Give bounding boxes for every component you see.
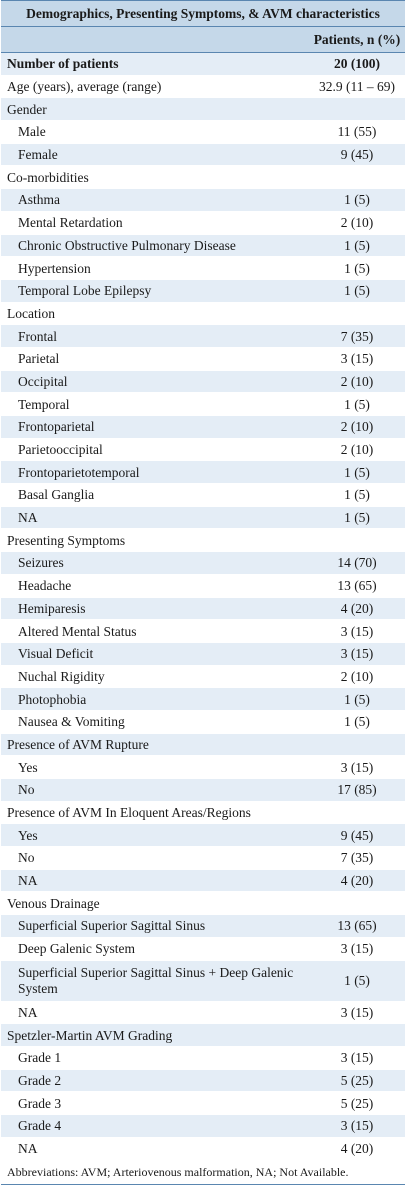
row-value	[303, 892, 405, 915]
row-label: Grade 3	[1, 1092, 303, 1115]
row-value: 1 (5)	[303, 688, 405, 711]
row-value: 3 (15)	[303, 620, 405, 643]
row-value: 3 (15)	[303, 1046, 405, 1069]
row-value: 11 (55)	[303, 121, 405, 144]
row-value: 5 (25)	[303, 1069, 405, 1092]
row-label: NA	[1, 1001, 303, 1024]
row-value: 1 (5)	[303, 960, 405, 1001]
table-row	[1, 461, 405, 484]
row-label: Number of patients	[1, 53, 303, 76]
row-label: Deep Galenic System	[1, 937, 303, 960]
table-row	[1, 1092, 405, 1115]
row-value	[303, 98, 405, 121]
row-value: 20 (100)	[303, 53, 405, 76]
table-row	[1, 756, 405, 779]
table-row	[1, 234, 405, 257]
column-header-row	[1, 27, 405, 53]
table-section-row	[1, 529, 405, 552]
row-value: 4 (20)	[303, 869, 405, 892]
table-section-row	[1, 733, 405, 756]
table-row	[1, 824, 405, 847]
row-label: Superficial Superior Sagittal Sinus	[1, 915, 303, 938]
table-row	[1, 416, 405, 439]
row-value	[303, 166, 405, 189]
row-value: 3 (15)	[303, 937, 405, 960]
table-row	[1, 847, 405, 870]
row-value: 1 (5)	[303, 484, 405, 507]
row-label: Frontoparietotemporal	[1, 461, 303, 484]
row-label: No	[1, 847, 303, 870]
table-row	[1, 1069, 405, 1092]
row-label: Seizures	[1, 552, 303, 575]
row-label: Basal Ganglia	[1, 484, 303, 507]
row-label: Yes	[1, 824, 303, 847]
row-label: Nausea & Vomiting	[1, 710, 303, 733]
demographics-table	[1, 0, 405, 1185]
table-row	[1, 642, 405, 665]
row-label: Nuchal Rigidity	[1, 665, 303, 688]
table-row	[1, 665, 405, 688]
row-label: Parietal	[1, 347, 303, 370]
row-label: Yes	[1, 756, 303, 779]
row-label: Superficial Superior Sagittal Sinus + Deep Galenic System	[1, 960, 303, 1001]
row-value: 3 (15)	[303, 756, 405, 779]
row-value: 1 (5)	[303, 257, 405, 280]
row-label: Female	[1, 143, 303, 166]
row-value: 1 (5)	[303, 506, 405, 529]
row-label: NA	[1, 506, 303, 529]
table-row	[1, 574, 405, 597]
row-value	[303, 1024, 405, 1047]
row-label: Temporal	[1, 393, 303, 416]
row-label: Age (years), average (range)	[1, 75, 303, 98]
table-row	[1, 279, 405, 302]
table-row	[1, 438, 405, 461]
row-label: Grade 4	[1, 1114, 303, 1137]
table-row	[1, 779, 405, 802]
row-value: 14 (70)	[303, 552, 405, 575]
row-value: 17 (85)	[303, 779, 405, 802]
table-row	[1, 257, 405, 280]
table-row	[1, 211, 405, 234]
row-label: Grade 2	[1, 1069, 303, 1092]
row-value: 13 (65)	[303, 915, 405, 938]
row-value	[303, 733, 405, 756]
row-label: Co-morbidities	[1, 166, 303, 189]
row-label: NA	[1, 1137, 303, 1160]
table-body	[1, 53, 405, 1160]
row-value: 3 (15)	[303, 347, 405, 370]
footnote: Abbreviations: AVM; Arteriovenous malformation, NA; Not Available.	[1, 1160, 405, 1185]
table-row	[1, 325, 405, 348]
row-value: 32.9 (11 – 69)	[303, 75, 405, 98]
table-row	[1, 393, 405, 416]
row-value: 7 (35)	[303, 325, 405, 348]
table-row	[1, 597, 405, 620]
table-row	[1, 710, 405, 733]
row-label: Altered Mental Status	[1, 620, 303, 643]
row-value: 7 (35)	[303, 847, 405, 870]
row-label: Gender	[1, 98, 303, 121]
table-section-row	[1, 98, 405, 121]
table-row	[1, 189, 405, 212]
table-row	[1, 552, 405, 575]
table-row	[1, 370, 405, 393]
row-value	[303, 302, 405, 325]
table-row	[1, 1046, 405, 1069]
row-label: Chronic Obstructive Pulmonary Disease	[1, 234, 303, 257]
row-label: Photophobia	[1, 688, 303, 711]
row-label: Parietooccipital	[1, 438, 303, 461]
table-section-row	[1, 1024, 405, 1047]
table-section-row	[1, 302, 405, 325]
table-row	[1, 506, 405, 529]
row-label: No	[1, 779, 303, 802]
table-row	[1, 347, 405, 370]
table-section-row	[1, 75, 405, 98]
row-label: Grade 1	[1, 1046, 303, 1069]
row-value	[303, 529, 405, 552]
row-value: 1 (5)	[303, 393, 405, 416]
column-header-blank	[1, 27, 303, 53]
table-row	[1, 1114, 405, 1137]
row-value: 2 (10)	[303, 416, 405, 439]
table-row	[1, 1001, 405, 1024]
table-row	[1, 143, 405, 166]
row-value: 3 (15)	[303, 1114, 405, 1137]
row-label: Hemiparesis	[1, 597, 303, 620]
row-label: Presence of AVM Rupture	[1, 733, 303, 756]
row-value: 1 (5)	[303, 279, 405, 302]
row-value: 3 (15)	[303, 1001, 405, 1024]
table-row	[1, 1137, 405, 1160]
table-section-row	[1, 166, 405, 189]
table-row	[1, 484, 405, 507]
row-value: 4 (20)	[303, 597, 405, 620]
table-section-row	[1, 53, 405, 76]
row-label: Frontoparietal	[1, 416, 303, 439]
table-row	[1, 937, 405, 960]
row-value: 1 (5)	[303, 461, 405, 484]
table-section-row	[1, 801, 405, 824]
row-value: 9 (45)	[303, 143, 405, 166]
row-value: 4 (20)	[303, 1137, 405, 1160]
row-label: Presenting Symptoms	[1, 529, 303, 552]
column-header-patients: Patients, n (%)	[303, 27, 405, 53]
row-value: 2 (10)	[303, 211, 405, 234]
row-label: Hypertension	[1, 257, 303, 280]
row-label: Presence of AVM In Eloquent Areas/Regions	[1, 801, 303, 824]
table-row	[1, 121, 405, 144]
table-section-row	[1, 892, 405, 915]
row-label: Headache	[1, 574, 303, 597]
row-label: NA	[1, 869, 303, 892]
table-container	[1, 0, 405, 1185]
row-value: 1 (5)	[303, 189, 405, 212]
row-value: 2 (10)	[303, 370, 405, 393]
row-label: Asthma	[1, 189, 303, 212]
table-row	[1, 960, 405, 1001]
row-value: 9 (45)	[303, 824, 405, 847]
row-label: Temporal Lobe Epilepsy	[1, 279, 303, 302]
row-value: 2 (10)	[303, 438, 405, 461]
row-label: Visual Deficit	[1, 642, 303, 665]
row-value: 1 (5)	[303, 710, 405, 733]
row-value: 1 (5)	[303, 234, 405, 257]
row-value: 13 (65)	[303, 574, 405, 597]
footnote-row	[1, 1160, 405, 1185]
row-label: Mental Retardation	[1, 211, 303, 234]
row-label: Frontal	[1, 325, 303, 348]
row-label: Venous Drainage	[1, 892, 303, 915]
table-row	[1, 915, 405, 938]
table-row	[1, 869, 405, 892]
row-value: 3 (15)	[303, 642, 405, 665]
row-label: Occipital	[1, 370, 303, 393]
row-label: Spetzler-Martin AVM Grading	[1, 1024, 303, 1047]
row-value: 5 (25)	[303, 1092, 405, 1115]
table-row	[1, 688, 405, 711]
row-value: 2 (10)	[303, 665, 405, 688]
row-label: Male	[1, 121, 303, 144]
table-title: Demographics, Presenting Symptoms, & AVM characteristics	[1, 1, 405, 27]
row-label: Location	[1, 302, 303, 325]
table-row	[1, 620, 405, 643]
row-value	[303, 801, 405, 824]
